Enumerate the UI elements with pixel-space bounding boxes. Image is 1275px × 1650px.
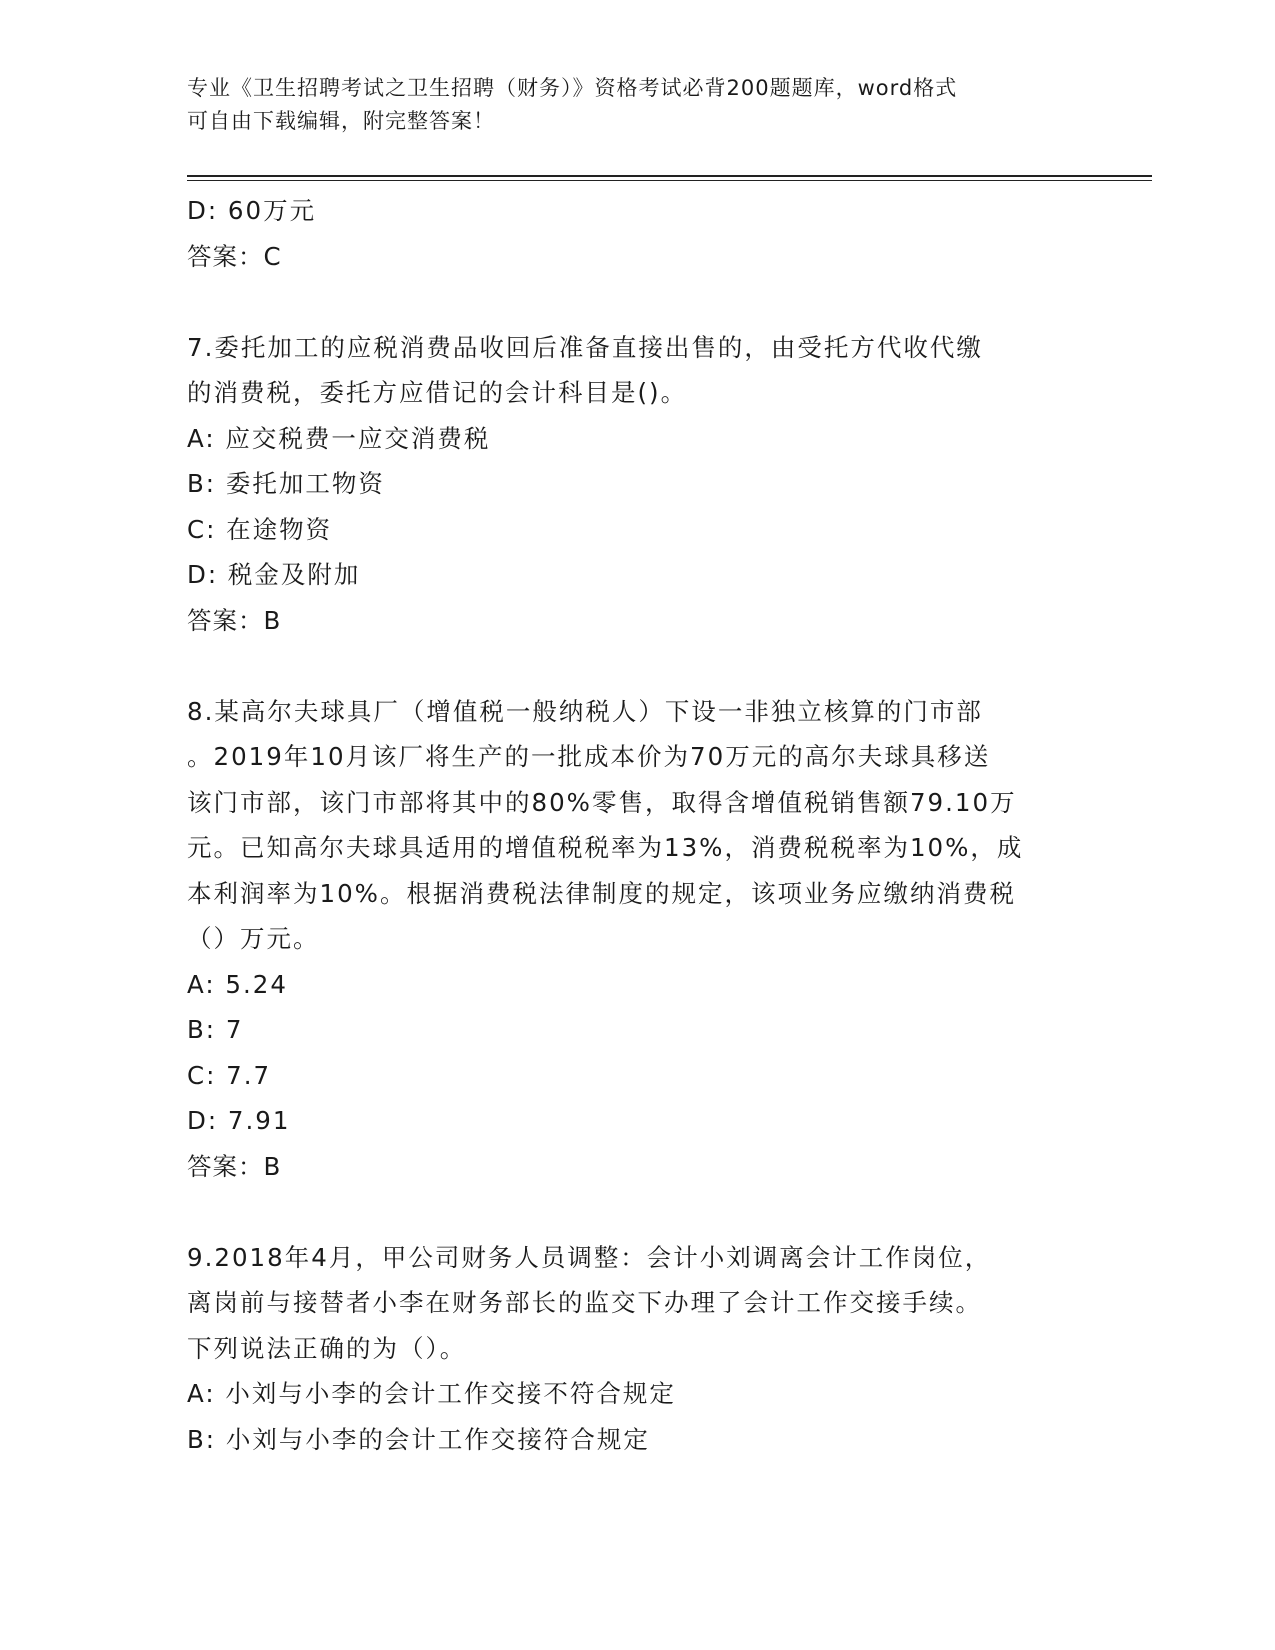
header-divider-thin <box>187 180 1152 181</box>
header-title-line-2: 可自由下载编辑，附完整答案！ <box>187 109 495 133</box>
answer-line: 答案：B <box>187 605 282 635</box>
answer-line: 答案：B <box>187 1151 282 1181</box>
option-a: A: 小刘与小李的会计工作交接不符合规定 <box>187 1379 676 1408</box>
previous-question-tail <box>187 188 1087 279</box>
question-stem: 8.某高尔夫球具厂（增值税一般纳税人）下设一非独立核算的门市部 <box>187 696 983 726</box>
option-d: D: 60万元 <box>187 196 317 225</box>
spacer <box>187 279 1087 325</box>
header-title-line-1: 专业《卫生招聘考试之卫生招聘（财务）》资格考试必背200题题库，word格式 <box>187 76 958 100</box>
option-b: B: 委托加工物资 <box>187 469 385 498</box>
question-stem: 9.2018年4月，甲公司财务人员调整：会计小刘调离会计工作岗位， <box>187 1242 992 1272</box>
question-stem: （）万元。 <box>187 924 320 953</box>
question-stem: 下列说法正确的为（）。 <box>187 1333 467 1363</box>
question-stem: 该门市部，该门市部将其中的80%零售，取得含增值税销售额79.10万 <box>187 787 1017 817</box>
option-d: D: 税金及附加 <box>187 560 361 589</box>
option-c: C: 在途物资 <box>187 514 333 544</box>
question-stem: 离岗前与接替者小李在财务部长的监交下办理了会计工作交接手续。 <box>187 1288 982 1317</box>
question-stem: 。2019年10月该厂将生产的一批成本价为70万元的高尔夫球具移送 <box>187 742 991 771</box>
option-a: A: 5.24 <box>187 969 288 999</box>
question-8 <box>187 689 1087 1190</box>
spacer <box>187 1189 1087 1235</box>
question-stem: 的消费税，委托方应借记的会计科目是()。 <box>187 378 688 407</box>
option-a: A: 应交税费一应交消费税 <box>187 423 491 453</box>
question-7 <box>187 325 1087 644</box>
spacer <box>187 643 1087 689</box>
question-stem: 元。已知高尔夫球具适用的增值税税率为13%，消费税税率为10%，成 <box>187 833 1024 862</box>
option-c: C: 7.7 <box>187 1060 272 1090</box>
option-d: D: 7.91 <box>187 1106 291 1135</box>
answer-line: 答案：C <box>187 241 282 271</box>
question-9 <box>187 1235 1087 1463</box>
option-b: B: 7 <box>187 1015 244 1044</box>
page-header <box>187 72 1087 138</box>
question-body <box>187 188 1087 1462</box>
question-stem: 7.委托加工的应税消费品收回后准备直接出售的，由受托方代收代缴 <box>187 332 983 362</box>
option-b: B: 小刘与小李的会计工作交接符合规定 <box>187 1424 650 1454</box>
question-stem: 本利润率为10%。根据消费税法律制度的规定，该项业务应缴纳消费税 <box>187 878 1016 908</box>
header-divider-thick <box>187 175 1152 177</box>
